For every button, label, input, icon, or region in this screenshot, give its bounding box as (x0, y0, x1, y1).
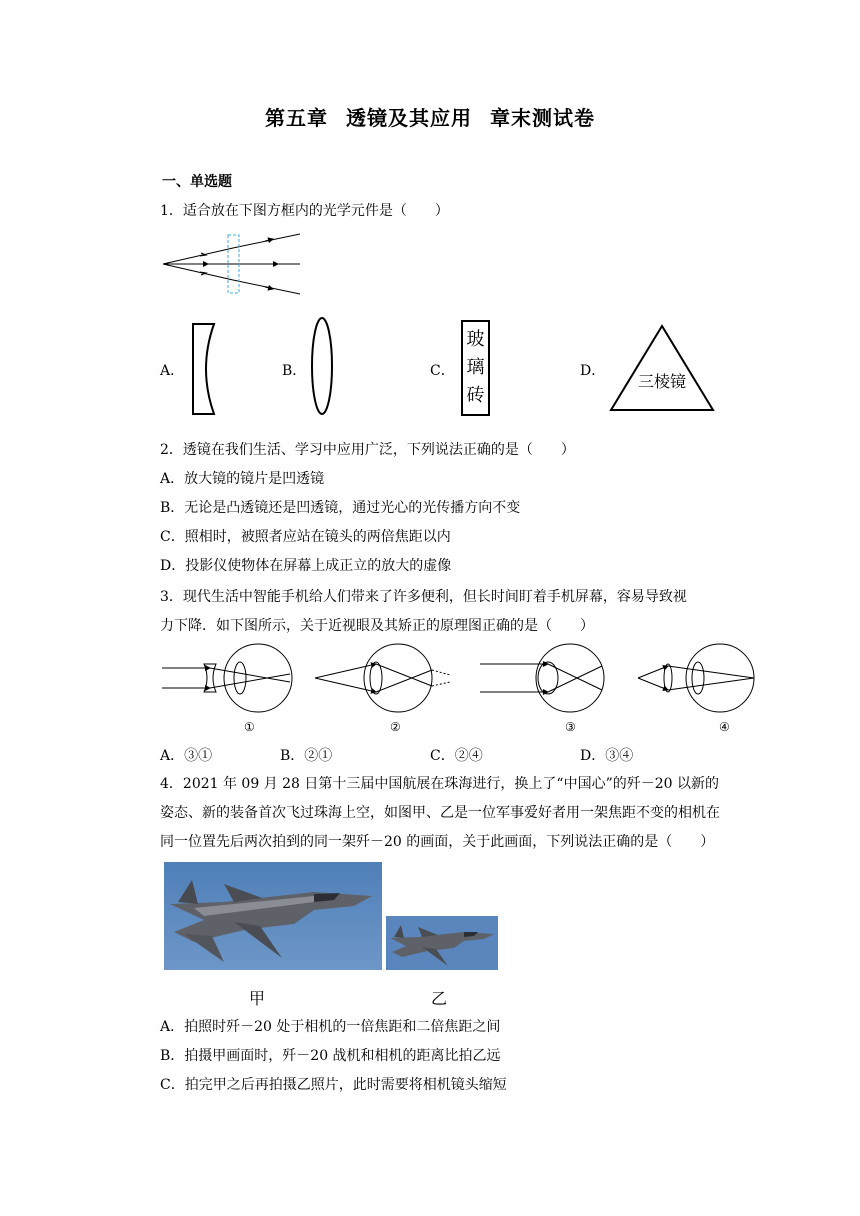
q4-stem-line1: 4．2021 年 09 月 28 日第十三届中国航展在珠海进行，换上了“中国心”的歼－20 以新的 (160, 776, 719, 792)
title-chapter: 第五章 (265, 106, 328, 130)
figure-label-3: ③ (565, 720, 576, 734)
glass-text-2: 璃 (466, 357, 485, 378)
title-test: 章末测试卷 (490, 106, 595, 130)
eye-diagram-3 (480, 644, 604, 712)
q3-stem-line1: 3．现代生活中智能手机给人们带来了许多便利，但长时间盯着手机屏幕，容易导致视 (160, 589, 687, 605)
q2-option-b[interactable]: B．无论是凸透镜还是凹透镜，通过光心的光传播方向不变 (160, 500, 521, 516)
photo-label-yi: 乙 (431, 989, 448, 1008)
glass-text-1: 玻 (466, 329, 485, 350)
figure-label-4: ④ (719, 720, 730, 734)
q4-stem-line3: 同一位置先后两次拍到的同一架歼－20 的画面，关于此画面，下列说法正确的是（ ） (160, 834, 715, 850)
q4-stem-line2: 姿态、新的装备首次飞过珠海上空，如图甲、乙是一位军事爱好者用一架焦距不变的相机在 (160, 805, 720, 821)
page-title (0, 102, 860, 131)
prism-label: 三棱镜 (637, 372, 686, 391)
eye-diagram-2 (315, 644, 450, 712)
eye-diagram-4 (638, 644, 754, 712)
photo-yi-image (386, 916, 498, 970)
q4-option-a[interactable]: A．拍照时歼－20 处于相机的一倍焦距和二倍焦距之间 (160, 1019, 501, 1035)
section-heading: 一、单选题 (162, 174, 232, 190)
q3-option-a[interactable]: A．③① (160, 748, 213, 764)
title-topic: 透镜及其应用 (346, 106, 472, 130)
q2-option-d[interactable]: D．投影仪使物体在屏幕上成正立的放大的虚像 (160, 558, 452, 574)
photo-jia-image (164, 862, 382, 970)
q1-option-d[interactable]: D． (580, 363, 606, 379)
eye-diagram-1 (162, 644, 292, 712)
convex-lens-icon (307, 316, 337, 416)
q3-stem-line2: 力下降．如下图所示，关于近视眼及其矫正的原理图正确的是（ ） (160, 618, 594, 634)
q2-stem: 2．透镜在我们生活、学习中应用广泛，下列说法正确的是（ ） (160, 442, 575, 458)
q1-option-c[interactable]: C． (430, 363, 455, 379)
q2-option-a[interactable]: A．放大镜的镜片是凹透镜 (160, 471, 325, 487)
q3-option-b[interactable]: B．②① (280, 748, 333, 764)
q4-option-b[interactable]: B．拍摄甲画面时，歼－20 战机和相机的距离比拍乙远 (160, 1048, 501, 1064)
concave-lens-icon (190, 322, 220, 416)
figure-label-2: ② (390, 720, 401, 734)
q1-ray-diagram (160, 228, 305, 300)
prism-icon (609, 324, 715, 412)
q4-option-c[interactable]: C．拍完甲之后再拍摄乙照片，此时需要将相机镜头缩短 (160, 1077, 507, 1093)
glass-brick-icon (461, 320, 490, 416)
q3-option-c[interactable]: C．②④ (430, 748, 483, 764)
q1-option-b[interactable]: B． (282, 363, 307, 379)
glass-text-3: 砖 (466, 385, 485, 406)
figure-label-1: ① (244, 720, 255, 734)
q3-option-d[interactable]: D．③④ (580, 748, 634, 764)
q2-option-c[interactable]: C．照相时，被照者应站在镜头的两倍焦距以内 (160, 529, 451, 545)
q1-option-a[interactable]: A． (160, 363, 185, 379)
q1-stem: 1．适合放在下图方框内的光学元件是（ ） (160, 203, 449, 219)
photo-label-jia: 甲 (249, 989, 266, 1008)
